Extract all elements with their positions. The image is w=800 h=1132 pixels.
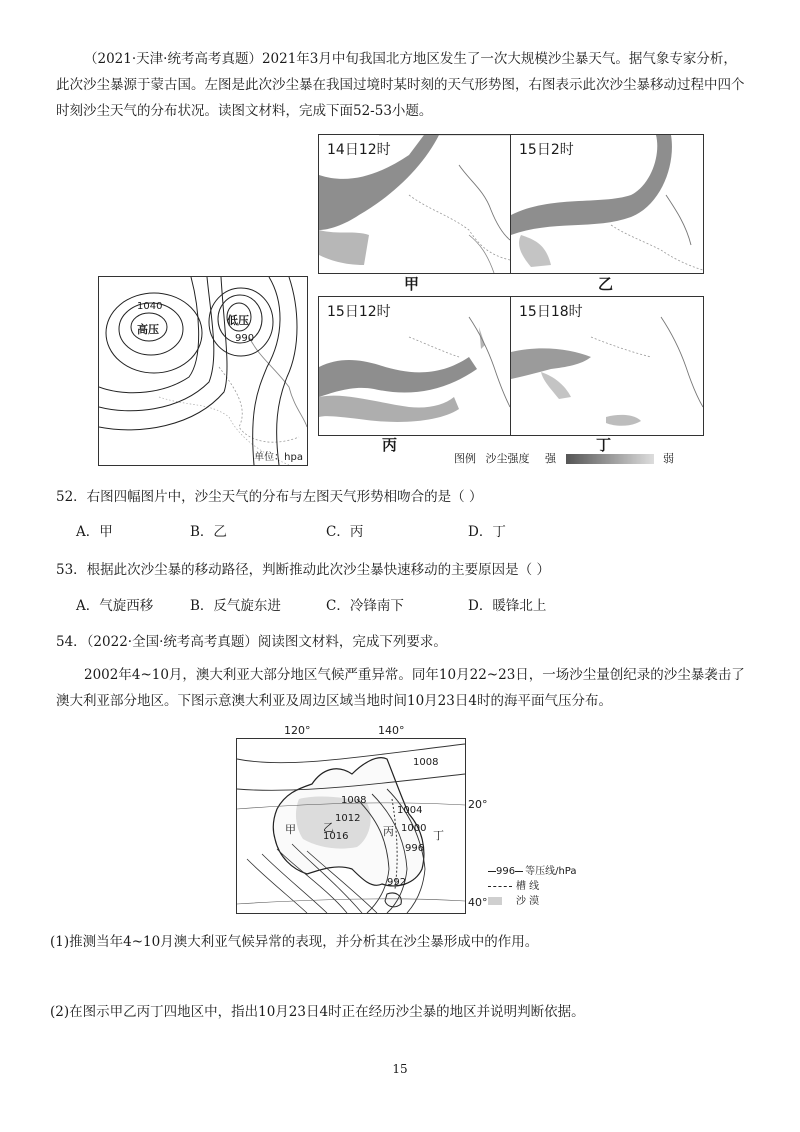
intro-text: 2021年3月中旬我国北方地区发生了一次大规模沙尘暴天气。据气象专家分析，此次沙尘暴源于蒙古国。左图是此次沙尘暴在我国过境时某时刻的天气形势图，右图表示此次沙尘暴移动过程中四个时刻沙尘天气的分布状况。读图文材料，完成下面52-53小题。 xyxy=(56,51,745,119)
panel-jia-label: 甲 xyxy=(404,275,420,293)
isobar-1008-center: 1008 xyxy=(341,795,367,806)
q53-option-d[interactable]: D．暖锋北上 xyxy=(468,598,547,614)
isobar-992: 992 xyxy=(387,877,407,888)
q53-stem: 53．根据此次沙尘暴的移动路径，判断推动此次沙尘暴快速移动的主要原因是（ ） xyxy=(56,562,550,578)
intro-paragraph xyxy=(56,46,746,124)
lon-120-label: 120° xyxy=(284,724,311,737)
q54-sub2: (2)在图示甲乙丙丁四地区中，指出10月23日4时正在经历沙尘暴的地区并说明判断依据。 xyxy=(50,1004,585,1020)
q52-option-d[interactable]: D．丁 xyxy=(468,524,506,540)
intro-source: （2021·天津·统考高考真题） xyxy=(84,51,262,67)
q52-stem: 52．右图四幅图片中，沙尘天气的分布与左图天气形势相吻合的是（ ） xyxy=(56,489,483,505)
dust-panel-ding xyxy=(510,296,704,436)
isobar-996: 996 xyxy=(405,843,425,854)
dust-panel-bing xyxy=(318,296,511,436)
panel-bing-time: 15日12时 xyxy=(325,301,393,321)
lat-40-label: 40° xyxy=(468,896,488,909)
region-jia: 甲 xyxy=(285,823,296,836)
q54-sub1: (1)推测当年4~10月澳大利亚气候异常的表现，并分析其在沙尘暴形成中的作用。 xyxy=(50,934,539,950)
legend-desert: 沙 漠 xyxy=(516,896,540,907)
high-pressure-label: 高压 xyxy=(137,323,159,336)
legend-isobar: 等压线/hPa xyxy=(525,866,577,877)
q54-stem: 54．（2022·全国·统考高考真题）阅读图文材料，完成下列要求。 xyxy=(56,634,447,650)
q53-option-c[interactable]: C．冷锋南下 xyxy=(326,598,404,614)
panel-yi-label: 乙 xyxy=(598,275,614,293)
legend-trough-row xyxy=(488,879,577,894)
lon-140-label: 140° xyxy=(378,724,405,737)
region-bing: 丙 xyxy=(383,825,394,838)
panel-ding-label: 丁 xyxy=(596,436,612,454)
legend-weak: 弱 xyxy=(663,452,674,465)
legend-gradient-bar xyxy=(566,454,654,464)
q53-option-a[interactable]: A．气旋西移 xyxy=(76,598,154,614)
region-yi: 乙 xyxy=(323,821,334,834)
dust-panel-yi xyxy=(510,134,704,274)
dust-panel-jia xyxy=(318,134,511,274)
australia-map-frame xyxy=(236,738,466,914)
weather-situation-map xyxy=(98,276,308,466)
panel-yi-time: 15日2时 xyxy=(517,139,576,159)
q52-option-c[interactable]: C．丙 xyxy=(326,524,364,540)
legend-isobar-row xyxy=(488,864,577,879)
weather-map-svg xyxy=(99,277,307,465)
dust-legend xyxy=(454,450,674,466)
panel-jia-time: 14日12时 xyxy=(325,139,393,159)
q54-material: 2002年4~10月，澳大利亚大部分地区气候严重异常。同年10月22~23日，一场沙尘量创纪录的沙尘暴袭击了澳大利亚部分地区。下图示意澳大利亚及周边区域当地时间10月23日4时的海平面气压分布。 xyxy=(56,667,745,709)
panel-bing-label: 丙 xyxy=(382,436,398,454)
isobar-1000: 1000 xyxy=(401,823,427,834)
isobar-1012: 1012 xyxy=(335,813,361,824)
q53-option-b[interactable]: B．反气旋东进 xyxy=(190,598,281,614)
panel-ding-time: 15日18时 xyxy=(517,301,585,321)
legend-name: 沙尘强度 xyxy=(485,452,530,465)
low-pressure-label: 低压 xyxy=(227,314,249,327)
australia-map-legend xyxy=(488,864,577,909)
isobar-1016: 1016 xyxy=(323,831,349,842)
pressure-unit-label: 单位：hpa xyxy=(254,452,303,463)
figure-dust-storm xyxy=(98,134,704,466)
legend-isobar-sample: 996 xyxy=(496,866,516,877)
isobar-1040-label: 1040 xyxy=(137,301,163,312)
page-number: 15 xyxy=(392,1062,408,1076)
legend-title: 图例 xyxy=(454,452,476,465)
q52-option-b[interactable]: B．乙 xyxy=(190,524,227,540)
legend-trough: 槽 线 xyxy=(516,881,540,892)
region-ding: 丁 xyxy=(433,829,444,842)
legend-strong: 强 xyxy=(545,452,556,465)
isobar-990-label: 990 xyxy=(235,333,255,344)
legend-desert-row xyxy=(488,894,577,909)
lat-20-label: 20° xyxy=(468,798,488,811)
isobar-1008-ne: 1008 xyxy=(413,757,439,768)
q52-option-a[interactable]: A．甲 xyxy=(76,524,113,540)
isobar-1004: 1004 xyxy=(397,805,423,816)
australia-pressure-map xyxy=(236,724,576,916)
